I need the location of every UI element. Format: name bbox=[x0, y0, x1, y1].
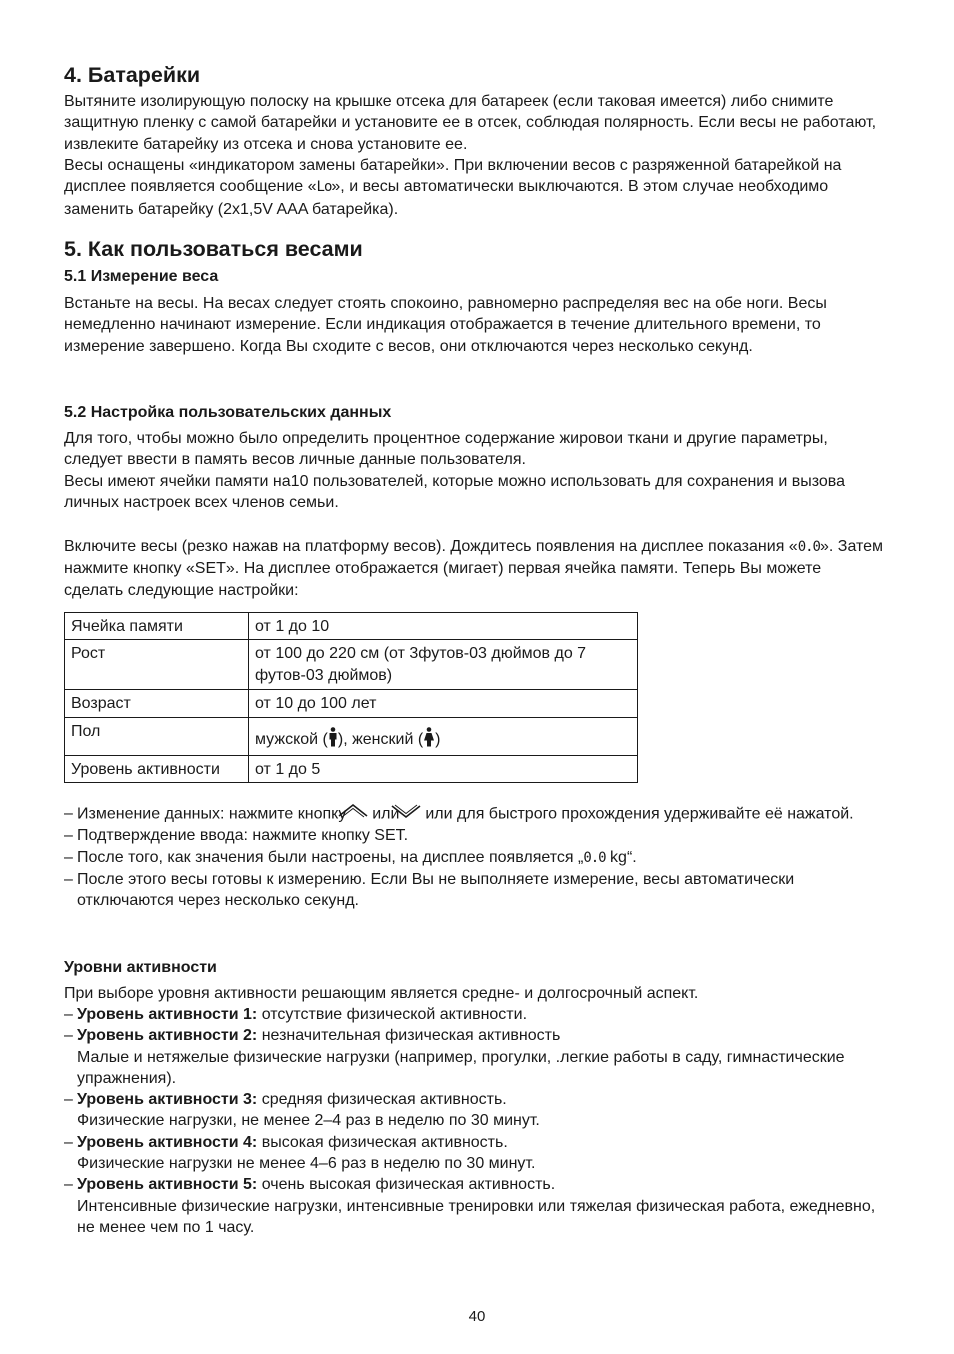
lcd-lo-symbol: Lo bbox=[316, 179, 332, 196]
batteries-paragraph-2: Весы оснащены «индикатором замены батарейки». При включении весов с разряженной батарейкой на дисплее появляется сообщение «Lo», и весы автоматически выключаются. В этом случае необходимо заменить батарейку (2x1,5V AAA батарейка). bbox=[64, 157, 842, 218]
user-data-paragraph-3: Включите весы (резко нажав на платформу весов). Дождитесь появления на дисплее показания «0.0». Затем нажмите кнопку «SET». На дисплее отображается (мигает) первая ячейка памяти. Теперь Вы можете сделать следующие настройки: bbox=[64, 538, 884, 599]
list-item: – Уровень активности 5: очень высокая физическая активность. Интенсивные физические нагрузки, интенсивные тренировки или тяжелая физическая работа, ежедневно, не менее чем по 1 часу. bbox=[64, 1176, 876, 1236]
list-item: – Подтверждение ввода: нажмите кнопку SET. bbox=[64, 827, 409, 845]
table-cell-label: Рост bbox=[65, 640, 249, 690]
table-cell-value: от 1 до 5 bbox=[249, 755, 638, 782]
down-arrow-icon bbox=[404, 803, 421, 825]
table-cell-value: мужской ( ), женский ( ) bbox=[249, 717, 638, 755]
table-cell-label: Возраст bbox=[65, 690, 249, 717]
subsection-title-user-data: 5.2 Настройка пользовательских данных bbox=[64, 404, 392, 421]
user-data-paragraph-1: Для того, чтобы можно было определить процентное содержание жировои ткани и другие параметры, следует ввести в память весов личные данные пользователя. bbox=[64, 430, 828, 469]
lcd-zero-symbol: 0.0 bbox=[797, 539, 820, 555]
lcd-zero-symbol: 0.0 bbox=[583, 849, 606, 866]
table-cell-label: Пол bbox=[65, 717, 249, 755]
list-item: – Уровень активности 4: высокая физическая активность. Физические нагрузки не менее 4–6 раз в неделю по 30 минут. bbox=[64, 1133, 536, 1173]
table-cell-value: от 10 до 100 лет bbox=[249, 690, 638, 717]
list-item: – После того, как значения были настроены, на дисплее появляется „0.0 kg“. bbox=[64, 848, 637, 866]
page-number: 40 bbox=[468, 1308, 486, 1325]
list-item: – После этого весы готовы к измерению. Если Вы не выполняете измерение, весы автоматически отключаются через несколько секунд. bbox=[64, 870, 795, 910]
table-cell-label: Уровень активности bbox=[65, 755, 249, 782]
setting-steps-list bbox=[64, 803, 884, 911]
table-cell-value: от 1 до 10 bbox=[249, 613, 638, 640]
table-cell-value: от 100 до 220 см (от 3футов-03 дюймов до 7 футов-03 дюймов) bbox=[249, 640, 638, 690]
table-row bbox=[65, 755, 638, 782]
batteries-paragraph-1: Вытяните изолирующую полоску на крышке отсека для батареек (если таковая имеется) либо снимите защитную пленку с самой батарейки и установите ее в отсек, соблюдая полярность. Если весы не работают, извлеките батарейку из отсека и снова установите ее. bbox=[64, 93, 877, 153]
table-row bbox=[65, 613, 638, 640]
section-title-usage: 5. Как пользоваться весами bbox=[64, 237, 363, 261]
user-data-paragraph-2: Весы имеют ячейки памяти на10 пользователей, которые можно использовать для сохранения и вызова личных настроек всех членов семьи. bbox=[64, 473, 846, 512]
weighing-paragraph: Встаньте на весы. На весах следует стоять спокоино, равномерно распределяя вес на обе ноги. Весы немедленно начинают измерение. Если индикация отображается в течение длительного времени, то измерение завершено. Когда Вы сходите с весов, они отключаются через несколько секунд. bbox=[64, 295, 827, 355]
subsection-title-weighing: 5.1 Измерение веса bbox=[64, 268, 219, 285]
list-item: – Уровень активности 2: незначительная физическая активность Малые и нетяжелые физические нагрузки (например, прогулки, .легкие работы в саду, гимнастические упражнения). bbox=[64, 1027, 845, 1087]
settings-table bbox=[64, 612, 638, 783]
table-cell-label: Ячейка памяти bbox=[65, 613, 249, 640]
activity-intro: При выборе уровня активности решающим является средне- и долгосрочный аспект. bbox=[64, 985, 699, 1002]
list-item: – Изменение данных: нажмите кнопку или или для быстрого прохождения удерживайте её нажатой. bbox=[64, 803, 884, 825]
section-title-batteries: 4. Батарейки bbox=[64, 63, 201, 87]
activity-levels-list bbox=[64, 1004, 884, 1238]
list-item: – Уровень активности 3: средняя физическая активность. Физические нагрузки, не менее 2–4 раз в неделю по 30 минут. bbox=[64, 1091, 540, 1130]
table-row bbox=[65, 717, 638, 755]
female-icon bbox=[423, 727, 435, 753]
table-row bbox=[65, 640, 638, 690]
list-item: – Уровень активности 1: отсутствие физической активности. bbox=[64, 1006, 528, 1023]
table-row bbox=[65, 690, 638, 717]
up-arrow-icon bbox=[351, 803, 368, 825]
male-icon bbox=[328, 727, 338, 753]
subsection-title-activity: Уровни активности bbox=[64, 959, 217, 976]
